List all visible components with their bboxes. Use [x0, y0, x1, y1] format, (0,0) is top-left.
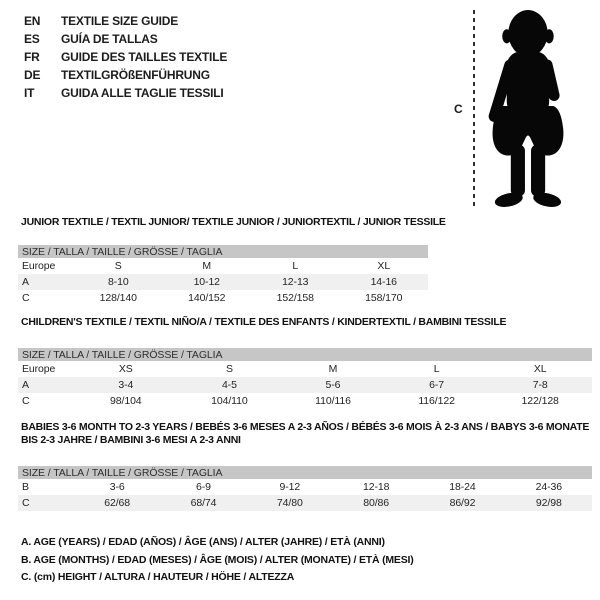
lang-code: IT	[24, 86, 35, 100]
babies-textile-section	[18, 421, 592, 511]
babies-table-title: BABIES 3-6 MONTH TO 2-3 YEARS / BEBÉS 3-6 MESES A 2-3 AÑOS / BÉBÉS 3-6 MOIS À 2-3 ANS / BABYS 3-6 MONATE BIS 2-3 JAHRE / BAMBINI 3-6 MESI A 2-3 ANNI	[21, 421, 590, 446]
row-label: C	[22, 395, 30, 407]
cell: 158/170	[365, 292, 403, 304]
cell: 122/128	[521, 395, 559, 407]
cell: 9-12	[279, 481, 301, 493]
lang-code: EN	[24, 14, 41, 28]
childrens-size-table	[18, 348, 592, 409]
cell: S	[225, 363, 233, 375]
lang-title: TEXTILE SIZE GUIDE	[61, 14, 179, 28]
lang-row-fr	[24, 48, 227, 66]
cell: 8-10	[107, 276, 129, 288]
cell: 140/152	[188, 292, 226, 304]
cell: M	[202, 260, 212, 272]
lang-code: DE	[24, 68, 41, 82]
cell: 128/140	[99, 292, 137, 304]
table-row-months	[18, 479, 592, 495]
measure-c-label: C	[454, 102, 463, 116]
lang-code: ES	[24, 32, 40, 46]
childrens-textile-section	[18, 316, 592, 409]
cell: 12-13	[282, 276, 309, 288]
cell: 116/122	[418, 395, 455, 407]
cell: XS	[118, 363, 133, 375]
cell: 14-16	[370, 276, 397, 288]
cell: XL	[533, 363, 547, 375]
cell: 152/158	[276, 292, 314, 304]
lang-title: GUIDE DES TAILLES TEXTILE	[61, 50, 228, 64]
baby-figure	[440, 0, 600, 220]
cell: 104/110	[211, 395, 248, 407]
row-label: C	[22, 292, 30, 304]
cell: 3-4	[118, 379, 134, 391]
cell: 3-6	[109, 481, 125, 493]
lang-code: FR	[24, 50, 40, 64]
cell: M	[328, 363, 338, 375]
cell: 62/68	[104, 497, 131, 509]
cell: XL	[377, 260, 391, 272]
size-header-bar: SIZE / TALLA / TAILLE / GRÖSSE / TAGLIA	[18, 348, 592, 361]
table-row-age	[18, 377, 592, 393]
legend-footnotes	[21, 534, 414, 587]
junior-textile-section	[18, 216, 446, 306]
lang-row-es	[24, 30, 227, 48]
cell: 6-7	[429, 379, 445, 391]
cell: 98/104	[110, 395, 142, 407]
row-label: Europe	[22, 260, 56, 272]
baby-silhouette-icon	[484, 5, 576, 212]
junior-size-table	[18, 245, 428, 306]
cell: S	[114, 260, 122, 272]
table-row-height	[18, 393, 592, 409]
table-row-height	[18, 495, 592, 511]
language-title-list	[24, 12, 227, 102]
cell: 12-18	[362, 481, 390, 493]
footnote-b: B. AGE (MONTHS) / EDAD (MESES) / ÂGE (MOIS) / ALTER (MONATE) / ETÀ (MESI)	[21, 553, 414, 566]
height-measure-dashed-line	[473, 10, 475, 210]
cell: 110/116	[315, 395, 351, 407]
size-header-bar: SIZE / TALLA / TAILLE / GRÖSSE / TAGLIA	[18, 245, 428, 258]
cell: 80/86	[363, 497, 390, 509]
cell: 24-36	[535, 481, 562, 493]
row-label: C	[22, 497, 30, 509]
cell: 4-5	[221, 379, 237, 391]
cell: 74/80	[276, 497, 303, 509]
cell: 68/74	[190, 497, 217, 509]
junior-table-title: JUNIOR TEXTILE / TEXTIL JUNIOR/ TEXTILE JUNIOR / JUNIORTEXTIL / JUNIOR TESSILE	[21, 216, 446, 228]
footnote-a: A. AGE (YEARS) / EDAD (AÑOS) / ÂGE (ANS) / ALTER (JAHRE) / ETÀ (ANNI)	[21, 536, 385, 548]
cell: 10-12	[193, 276, 220, 288]
cell: L	[292, 260, 299, 272]
childrens-table-title: CHILDREN'S TEXTILE / TEXTIL NIÑO/A / TEXTILE DES ENFANTS / KINDERTEXTIL / BAMBINI TESSILE	[21, 316, 507, 328]
cell: 92/98	[535, 497, 562, 509]
table-row-age	[18, 274, 428, 290]
cell: 5-6	[325, 379, 341, 391]
row-label: A	[22, 379, 29, 391]
size-header-bar: SIZE / TALLA / TAILLE / GRÖSSE / TAGLIA	[18, 466, 592, 479]
lang-title: GUIDA ALLE TAGLIE TESSILI	[61, 86, 224, 100]
lang-title: GUÍA DE TALLAS	[61, 32, 158, 46]
footnote-c: C. (cm) HEIGHT / ALTURA / HAUTEUR / HÖHE / ALTEZZA	[21, 571, 295, 583]
row-label: Europe	[22, 363, 56, 375]
cell: L	[433, 363, 440, 375]
table-row-height	[18, 290, 428, 306]
lang-row-en	[24, 12, 227, 30]
table-row-europe	[18, 258, 428, 274]
cell: 18-24	[449, 481, 476, 493]
row-label: A	[22, 276, 29, 288]
cell: 6-9	[196, 481, 211, 493]
table-row-europe	[18, 361, 592, 377]
lang-row-it	[24, 84, 227, 102]
lang-title: TEXTILGRÖßENFÜHRUNG	[61, 68, 210, 82]
cell: 86/92	[449, 497, 476, 509]
cell: 7-8	[532, 379, 548, 391]
babies-size-table	[18, 466, 592, 511]
row-label: B	[22, 481, 29, 493]
lang-row-de	[24, 66, 227, 84]
